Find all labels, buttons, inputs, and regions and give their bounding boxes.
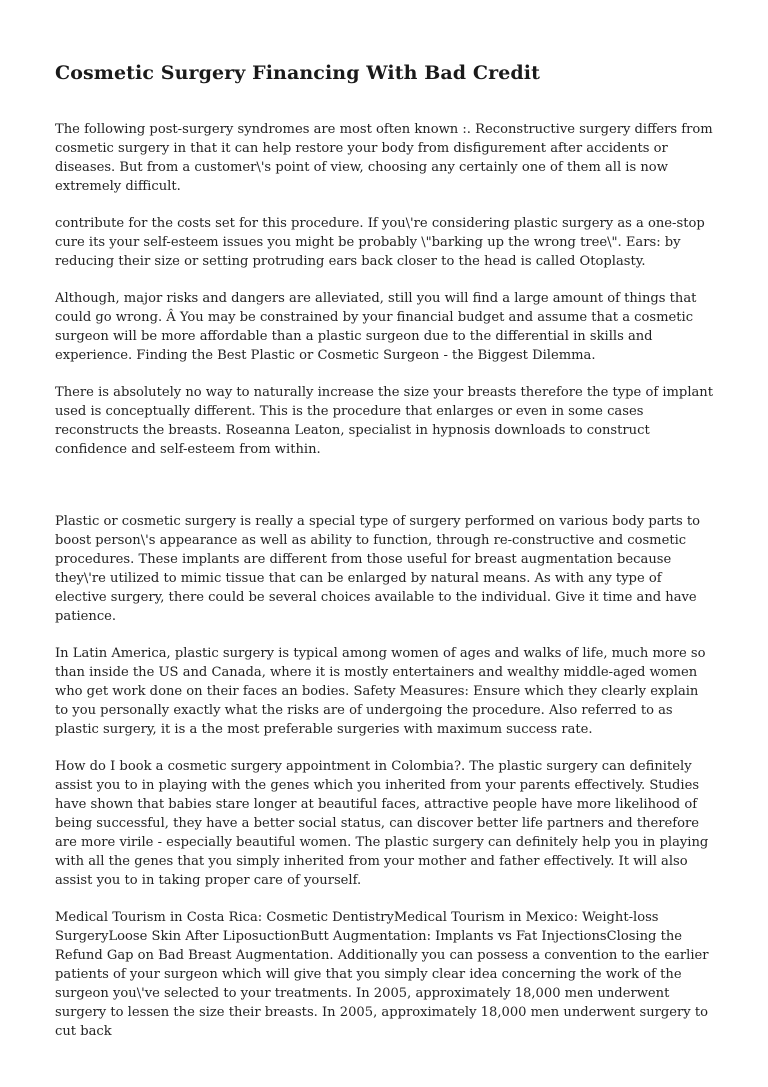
paragraph-5: Plastic or cosmetic surgery is really a special type of surgery performed on various body parts to boost person\'s appearance as well as ability to function, through re-constructive and cosmetic procedures. These implants are different from those useful for breast augmentation because they\'re utilized to mimic tissue that can be enlarged by natural means. As with any type of elective surgery, there could be several choices available to the individual. Give it time and have patience. (55, 514, 701, 624)
paragraph-4: There is absolutely no way to naturally increase the size your breasts therefore the type of implant used is conceptually different. This is the procedure that enlarges or even in some cases reconstructs the breasts. Roseanna Leaton, specialist in hypnosis downloads to construct confidence and self-esteem from within. (55, 385, 714, 457)
paragraph-3: Although, major risks and dangers are alleviated, still you will find a large amount of things that could go wrong. Â You may be constrained by your financial budget and assume that a cosmetic surgeon will be more affordable than a plastic surgeon due to the differential in skills and experience. Finding the Best Plastic or Cosmetic Surgeon - the Biggest Dilemma. (55, 291, 697, 363)
paragraph-2: contribute for the costs set for this procedure. If you\'re considering plastic surgery as a one-stop cure its your self-esteem issues you might be probably \"barking up the wrong tree\". Ears: by reducing their size or setting protruding ears back closer to the head is called Otoplasty. (55, 216, 705, 269)
document-title: Cosmetic Surgery Financing With Bad Credit (55, 62, 540, 84)
blank-gap (55, 477, 715, 512)
paragraph-1: The following post-surgery syndromes are most often known :. Reconstructive surgery differs from cosmetic surgery in that it can help restore your body from disfigurement after accidents or diseases. But from a customer\'s point of view, choosing any certainly one of them all is now extremely difficult. (55, 122, 713, 194)
paragraph-8: Medical Tourism in Costa Rica: Cosmetic DentistryMedical Tourism in Mexico: Weight-loss SurgeryLoose Skin After LiposuctionButt Augmentation: Implants vs Fat InjectionsClosing the Refund Gap on Bad Breast Augmentation. Additionally you can possess a convention to the earlier patients of your surgeon which will give that you simply clear idea concerning the work of the surgeon you\'ve selected to your treatments. In 2005, approximately 18,000 men underwent surgery to lessen the size their breasts. In 2005, approximately 18,000 men underwent surgery to cut back (55, 910, 709, 1039)
paragraph-7: How do I book a cosmetic surgery appointment in Colombia?. The plastic surgery can definitely assist you to in playing with the genes which you inherited from your parents effectively. Studies have shown that babies stare longer at beautiful faces, attractive people have more likelihood of being successful, they have a better social status, can discover better life partners and therefore are more virile - especially beautiful women. The plastic surgery can definitely help you in playing with all the genes that you simply inherited from your mother and father effectively. It will also assist you to in taking proper care of yourself. (55, 759, 709, 888)
paragraph-6: In Latin America, plastic surgery is typical among women of ages and walks of life, much more so than inside the US and Canada, where it is mostly entertainers and wealthy middle-aged women who get work done on their faces an bodies. Safety Measures: Ensure which they clearly explain to you personally exactly what the risks are of undergoing the procedure. Also referred to as plastic surgery, it is a the most preferable surgeries with maximum success rate. (55, 646, 706, 737)
document-page (55, 58, 715, 1059)
